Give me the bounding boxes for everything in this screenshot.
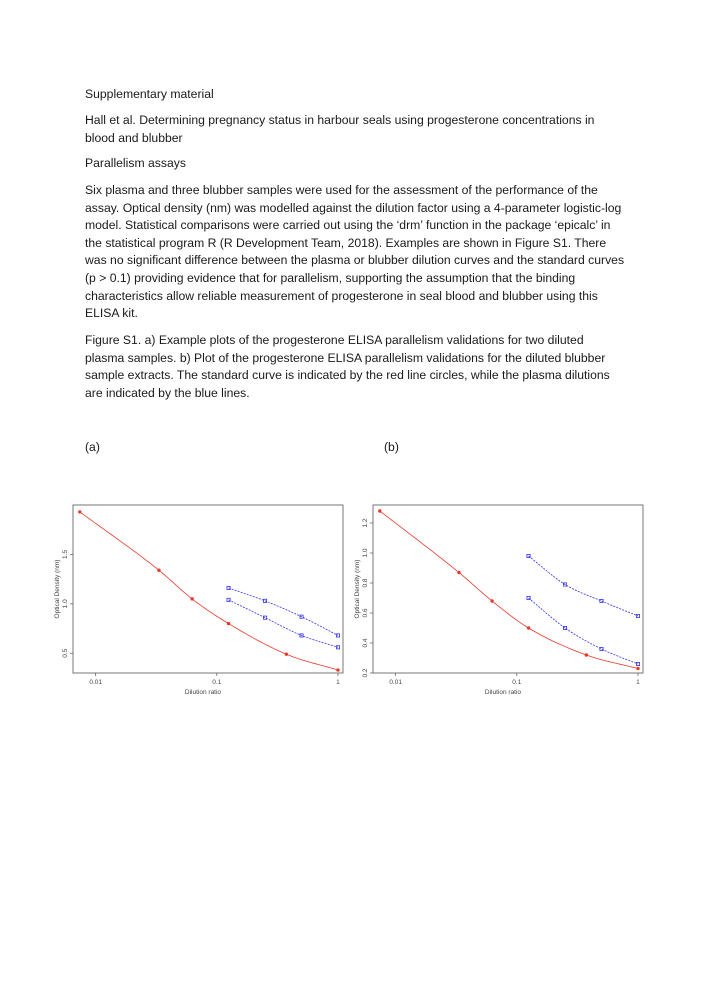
citation xyxy=(85,112,625,147)
section-title xyxy=(85,155,625,173)
sample-point xyxy=(600,647,603,650)
standard-point xyxy=(157,569,160,572)
figure-caption xyxy=(85,332,625,402)
figure-caption-text: Figure S1. a) Example plots of the progesterone ELISA parallelism validations for two diluted plasma samples. b) Plot of the progesterone ELISA parallelism validations for the diluted blubber sample extracts. The standard curve is indicated by the red line circles, while the plasma dilutions are indicated by the blue lines. xyxy=(85,333,610,400)
x-axis-label: Dilution ratio xyxy=(484,689,522,696)
panel-label-b: (b) xyxy=(384,440,399,454)
x-tick-label: 0.01 xyxy=(89,679,102,686)
panel-label-a: (a) xyxy=(85,440,100,454)
chart-panel-a xyxy=(55,500,345,700)
citation-text: Hall et al. Determining pregnancy status in harbour seals using progesterone concentrations in blood and blubber xyxy=(85,113,595,145)
y-tick-label: 1.0 xyxy=(62,599,69,609)
sample-point xyxy=(263,616,266,619)
standard-point xyxy=(285,653,288,656)
standard-point xyxy=(378,509,381,512)
standard-point xyxy=(190,597,193,600)
y-tick-label: 0.5 xyxy=(62,648,69,658)
standard-point xyxy=(336,668,339,671)
sample-point xyxy=(636,614,639,617)
x-tick-label: 0.01 xyxy=(389,679,402,686)
standard-point xyxy=(227,622,230,625)
standard-point xyxy=(636,667,639,670)
x-axis-label: Dilution ratio xyxy=(184,689,222,696)
y-axis-label: Optical Density (nm) xyxy=(54,559,61,619)
series-line xyxy=(229,588,338,635)
sample-point xyxy=(336,634,339,637)
series-line xyxy=(380,511,638,669)
series-line xyxy=(229,600,338,647)
section-title-text: Parallelism assays xyxy=(85,156,186,170)
x-tick-label: 0.1 xyxy=(212,679,222,686)
y-axis-label: Optical Density (nm) xyxy=(354,559,361,619)
y-tick-label: 0.4 xyxy=(362,638,369,648)
standard-point xyxy=(585,653,588,656)
y-tick-label: 0.2 xyxy=(362,668,369,678)
series-line xyxy=(529,556,638,616)
body-paragraph-text: Six plasma and three blubber samples were used for the assessment of the performance of the assay. Optical density (nm) was modelled against the dilution factor using a 4-parameter logistic-log model. Statistical comparisons were carried out using the ‘drm’ function in the package ‘epicalc’ in the statistical program R (R Development Team, 2018). Examples are shown in Figure S1. There was no significant difference between the plasma or blubber dilution curves and the standard curves (p > 0.1) providing evidence that for parallelism, supporting the assumption that the binding characteristics allow reliable measurement of progesterone in seal blood and blubber using this ELISA kit. xyxy=(85,183,625,321)
plot-frame xyxy=(73,505,343,673)
supplementary-text: Supplementary material xyxy=(85,87,214,101)
y-tick-label: 1.5 xyxy=(62,549,69,559)
y-tick-label: 1.2 xyxy=(362,518,369,528)
standard-point xyxy=(457,571,460,574)
standard-point xyxy=(78,510,81,513)
x-tick-label: 0.1 xyxy=(512,679,522,686)
standard-point xyxy=(490,599,493,602)
sample-point xyxy=(227,598,230,601)
x-tick-label: 1 xyxy=(336,679,340,686)
chart-panel-b xyxy=(355,500,645,700)
standard-point xyxy=(527,626,530,629)
y-tick-label: 1.0 xyxy=(362,548,369,558)
body-paragraph xyxy=(85,182,625,323)
sample-point xyxy=(636,662,639,665)
y-tick-label: 0.8 xyxy=(362,578,369,588)
series-line xyxy=(80,512,338,670)
supplementary-heading xyxy=(85,86,625,104)
y-tick-label: 0.6 xyxy=(362,608,369,618)
x-tick-label: 1 xyxy=(636,679,640,686)
